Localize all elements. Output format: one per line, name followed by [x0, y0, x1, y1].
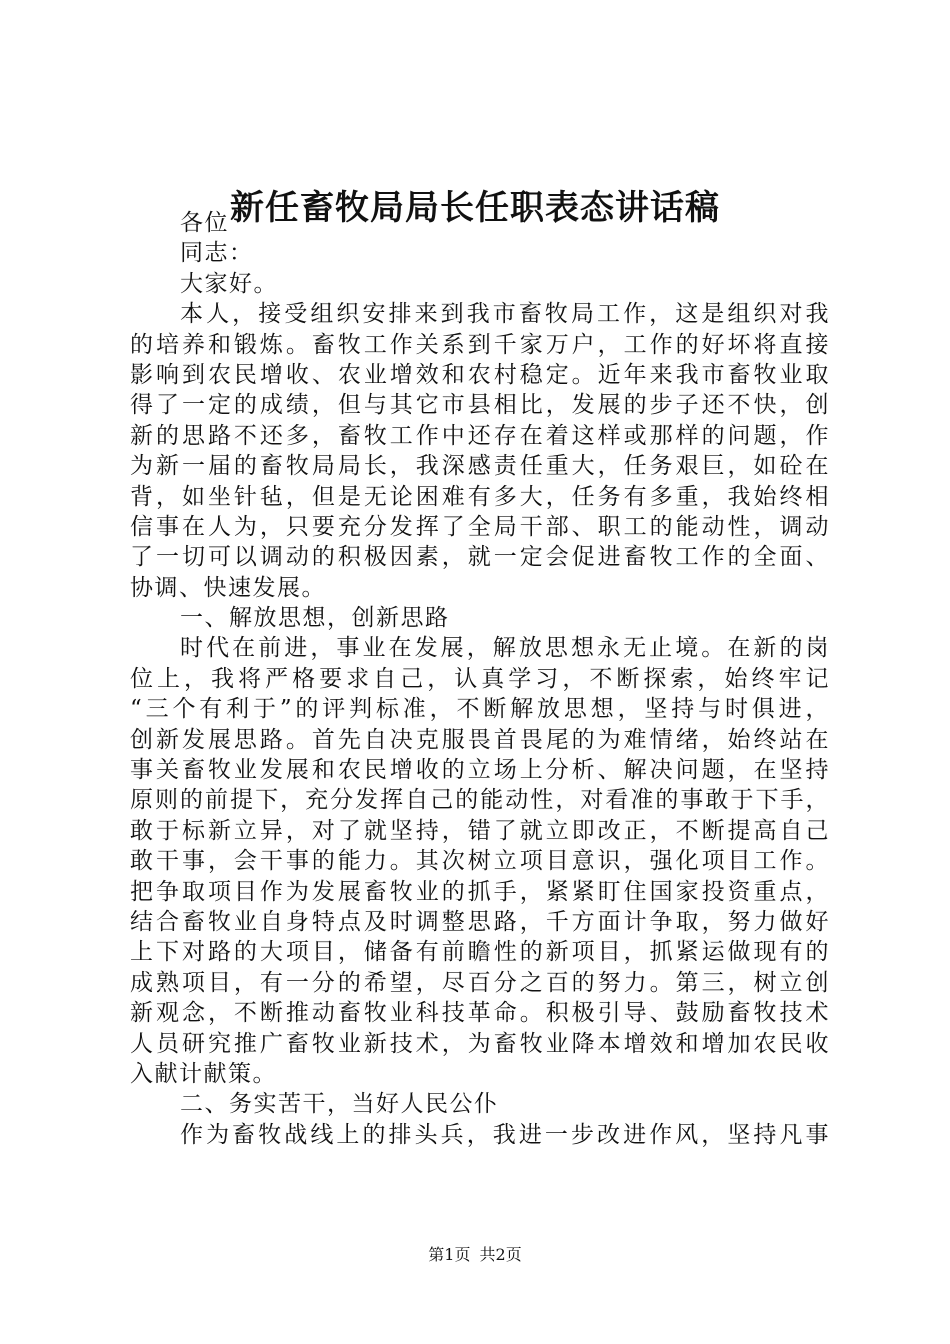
text-line: 敢于标新立异，对了就坚持，错了就立即改正，不断提高自己 — [130, 817, 830, 844]
text-line: “三个有利于”的评判标准，不断解放思想，坚持与时俱进， — [130, 696, 830, 723]
text-line: 结合畜牧业自身特点及时调整思路，千方面计争取，努力做好 — [130, 908, 830, 935]
text-line: 本人，接受组织安排来到我市畜牧局工作，这是组织对我 — [180, 301, 830, 328]
text-line: 人员研究推广畜牧业新技术，为畜牧业降本增效和增加农民收 — [130, 1030, 830, 1057]
text-line: 原则的前提下，充分发挥自己的能动性，对看准的事敢于下手， — [130, 787, 830, 814]
text-line: 入献计献策。 — [130, 1060, 277, 1087]
text-line: 各位 — [180, 210, 229, 236]
text-line: 新观念，不断推动畜牧业科技革命。积极引导、鼓励畜牧技术 — [130, 1000, 830, 1027]
text-line: 事关畜牧业发展和农民增收的立场上分析、解决问题，在坚持 — [130, 757, 830, 784]
section-heading: 二、务实苦干，当好人民公仆 — [180, 1091, 499, 1118]
section-heading: 一、解放思想，创新思路 — [180, 605, 450, 632]
text-line: 时代在前进，事业在发展，解放思想永无止境。在新的岗 — [180, 635, 830, 662]
text-line: 上下对路的大项目，储备有前瞻性的新项目，抓紧运做现有的 — [130, 939, 830, 966]
text-line: 创新发展思路。首先自决克服畏首畏尾的为难情绪，始终站在 — [130, 726, 830, 753]
text-line: 同志： — [180, 240, 254, 267]
text-line: 背，如坐针毡，但是无论困难有多大，任务有多重，我始终相 — [130, 483, 830, 510]
text-line: 得了一定的成绩，但与其它市县相比，发展的步子还不快，创 — [130, 392, 830, 419]
text-line: 协调、快速发展。 — [130, 574, 326, 601]
page-number: 第1页 — [428, 1245, 471, 1264]
text-line: 为新一届的畜牧局局长，我深感责任重大，任务艰巨，如砼在 — [130, 453, 830, 480]
text-line: 影响到农民增收、农业增效和农村稳定。近年来我市畜牧业取 — [130, 361, 830, 388]
page-total: 共2页 — [479, 1245, 522, 1264]
text-line: 把争取项目作为发展畜牧业的抓手，紧紧盯住国家投资重点， — [130, 878, 830, 905]
text-line: 位上，我将严格要求自己，认真学习，不断探索，始终牢记 — [130, 665, 830, 692]
text-line: 信事在人为，只要充分发挥了全局干部、职工的能动性，调动 — [130, 513, 830, 540]
document-body — [130, 208, 830, 1150]
text-line: 的培养和锻炼。畜牧工作关系到千家万户，工作的好坏将直接 — [130, 331, 830, 358]
document-title: 新任畜牧局局长任职表态讲话稿 — [230, 188, 720, 228]
text-line: 成熟项目，有一分的希望，尽百分之百的努力。第三，树立创 — [130, 969, 830, 996]
text-line: 新的思路不还多，畜牧工作中还存在着这样或那样的问题，作 — [130, 422, 830, 449]
text-line: 大家好。 — [180, 270, 278, 297]
text-line: 了一切可以调动的积极因素，就一定会促进畜牧工作的全面、 — [130, 544, 830, 571]
page-footer — [0, 1243, 950, 1267]
text-line: 作为畜牧战线上的排头兵，我进一步改进作风，坚持凡事 — [180, 1121, 830, 1148]
text-line: 敢干事，会干事的能力。其次树立项目意识，强化项目工作。 — [130, 848, 830, 875]
